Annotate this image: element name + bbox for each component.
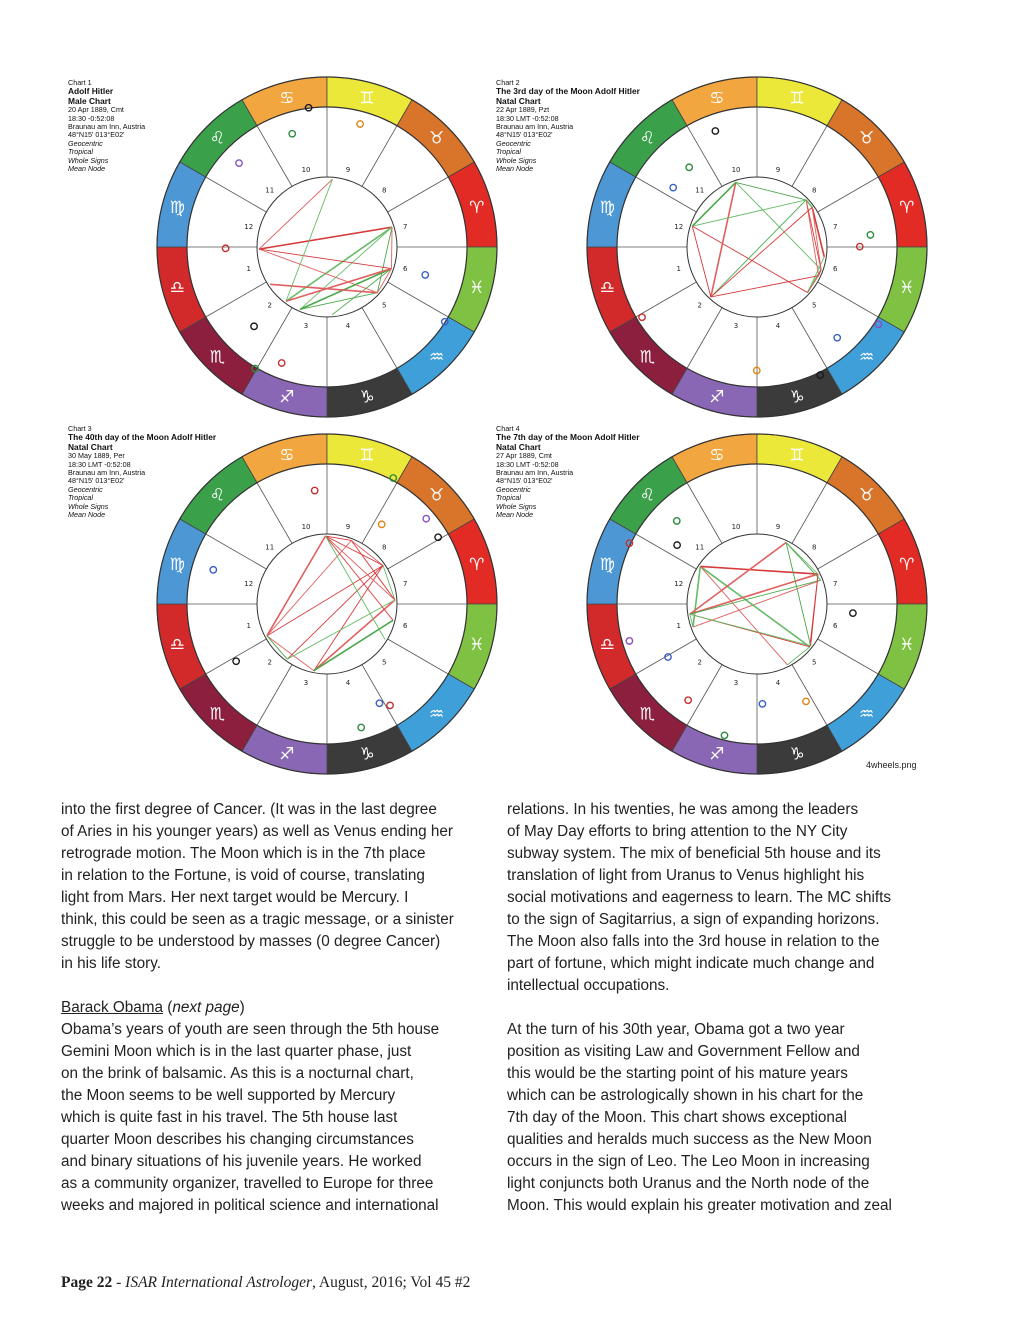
chart-coords: 48°N15' 013°E02' [68, 476, 125, 486]
chart-setting: Whole Signs [496, 155, 537, 165]
chart-title: The 7th day of the Moon Adolf Hitler [496, 432, 640, 443]
house-number: 12 [674, 223, 684, 232]
house-number: 10 [731, 522, 741, 531]
zodiac-sign-icon: ♓ [899, 635, 915, 656]
zodiac-sign-icon: ♊ [789, 445, 805, 466]
zodiac-sign-icon: ♈ [899, 197, 915, 218]
house-number: 7 [403, 580, 408, 589]
house-number: 8 [812, 543, 817, 552]
house-number: 1 [246, 621, 251, 630]
zodiac-sign-icon: ♑ [359, 744, 375, 765]
house-number: 8 [382, 186, 387, 195]
text-line: on the brink of balsamic. As this is a nocturnal chart, [61, 1065, 414, 1082]
zodiac-sign-icon: ♉ [858, 128, 875, 149]
house-number: 12 [244, 223, 254, 232]
house-number: 10 [301, 522, 311, 531]
heading-name: Barack Obama [61, 999, 164, 1016]
chart-setting: Tropical [496, 147, 522, 157]
right-column [507, 799, 947, 1217]
house-number: 5 [382, 658, 387, 667]
house-number: 5 [812, 658, 817, 667]
chart-date: 22 Apr 1889, Pzt [496, 105, 550, 115]
house-number: 4 [775, 322, 781, 331]
text-line: quarter Moon describes his changing circumstances [61, 1131, 414, 1148]
zodiac-sign-icon: ♏ [209, 704, 226, 725]
zodiac-sign-icon: ♐ [279, 387, 295, 408]
house-number: 2 [267, 658, 272, 667]
text-line: of Aries in his younger years) as well as Venus ending her [61, 823, 453, 840]
house-number: 3 [303, 679, 309, 688]
house-number: 6 [403, 621, 408, 630]
text-line: into the first degree of Cancer. (It was in the last degree [61, 801, 437, 818]
zodiac-sign-icon: ♈ [469, 554, 485, 575]
zodiac-sign-icon: ♒ [858, 347, 875, 368]
house-number: 2 [267, 301, 272, 310]
house-number: 1 [676, 264, 681, 273]
zodiac-sign-icon: ♌ [209, 128, 226, 149]
house-number: 3 [733, 679, 739, 688]
zodiac-sign-icon: ♏ [209, 347, 226, 368]
zodiac-sign-icon: ♊ [359, 445, 375, 466]
house-number: 8 [382, 543, 387, 552]
house-number: 3 [733, 322, 739, 331]
chart-type: Natal Chart [68, 441, 113, 452]
text-line: to the sign of Sagitarrius, a sign of expanding horizons. [507, 911, 880, 928]
house-number: 9 [775, 165, 781, 174]
figure-file-label: 4wheels.png [866, 760, 917, 770]
text-line: translation of light from Uranus to Venus highlight his [507, 867, 865, 884]
section-heading [61, 997, 501, 1019]
chart-setting: Tropical [68, 493, 94, 503]
house-number: 4 [345, 679, 351, 688]
text-line: occurs in the sign of Leo. The Leo Moon in increasing [507, 1153, 870, 1170]
house-number: 2 [697, 301, 702, 310]
text-line: in relation to the Fortune, is void of course, translating [61, 867, 425, 884]
text-line: light from Mars. Her next target would be Mercury. I [61, 889, 409, 906]
zodiac-sign-icon: ♈ [899, 554, 915, 575]
house-number: 11 [695, 186, 705, 195]
issue-info: , August, 2016; Vol 45 #2 [312, 1274, 471, 1291]
chart-setting: Whole Signs [68, 501, 109, 511]
chart-setting: Mean Node [496, 510, 534, 520]
text-line: which is quite fast in his travel. The 5th house last [61, 1109, 398, 1126]
house-number: 10 [731, 165, 741, 174]
chart-label: Chart 2 [496, 78, 520, 87]
heading-note: next page [172, 999, 240, 1016]
publication-name: ISAR International Astrologer [125, 1274, 313, 1291]
chart-place: Braunau am Inn, Austria [496, 122, 574, 132]
text-line: subway system. The mix of beneficial 5th house and its [507, 845, 881, 862]
zodiac-sign-icon: ♓ [469, 635, 485, 656]
chart-title: The 3rd day of the Moon Adolf Hitler [496, 86, 640, 97]
chart-label: Chart 3 [68, 424, 92, 433]
zodiac-sign-icon: ♐ [709, 744, 725, 765]
text-line: in his life story. [61, 955, 162, 972]
house-number: 2 [697, 658, 702, 667]
page-footer [61, 1274, 470, 1292]
zodiac-sign-icon: ♍ [599, 554, 615, 575]
chart-time: 18:30 LMT -0:52:08 [68, 459, 131, 469]
zodiac-sign-icon: ♓ [469, 278, 485, 299]
zodiac-sign-icon: ♒ [428, 704, 445, 725]
chart-setting: Mean Node [68, 164, 106, 174]
zodiac-sign-icon: ♊ [789, 88, 805, 109]
zodiac-sign-icon: ♌ [639, 128, 656, 149]
chart-type: Natal Chart [496, 441, 541, 452]
heading-paren: ( [163, 999, 173, 1016]
text-line: the Moon seems to be well supported by Mercury [61, 1087, 396, 1104]
chart-place: Braunau am Inn, Austria [68, 468, 146, 478]
text-line: 7th day of the Moon. This chart shows exceptional [507, 1109, 847, 1126]
heading-paren: ) [239, 999, 245, 1016]
zodiac-sign-icon: ♋ [279, 445, 295, 466]
text-line: intellectual occupations. [507, 977, 670, 994]
zodiac-sign-icon: ♓ [899, 278, 915, 299]
chart-title: The 40th day of the Moon Adolf Hitler [68, 432, 217, 443]
house-number: 7 [833, 580, 838, 589]
text-line: think, this could be seen as a tragic message, or a sinister [61, 911, 454, 928]
text-line: relations. In his twenties, he was among the leaders [507, 801, 859, 818]
house-number: 10 [301, 165, 311, 174]
chart-setting: Geocentric [496, 484, 531, 494]
zodiac-sign-icon: ♋ [709, 88, 725, 109]
chart-time: 18:30 LMT -0:52:08 [496, 459, 559, 469]
chart-coords: 48°N15' 013°E02' [68, 130, 125, 140]
text-line: as a community organizer, travelled to Europe for three [61, 1175, 434, 1192]
chart-setting: Mean Node [496, 164, 534, 174]
house-number: 7 [833, 223, 838, 232]
text-line: of May Day efforts to bring attention to the NY City [507, 823, 848, 840]
house-number: 12 [244, 580, 254, 589]
zodiac-sign-icon: ♏ [639, 347, 656, 368]
house-number: 1 [246, 264, 251, 273]
zodiac-sign-icon: ♎ [599, 635, 615, 656]
chart-setting: Whole Signs [496, 501, 537, 511]
chart-time: 18:30 LMT -0:52:08 [496, 113, 559, 123]
house-number: 6 [403, 264, 408, 273]
house-number: 1 [676, 621, 681, 630]
house-number: 11 [265, 543, 275, 552]
chart-type: Male Chart [68, 95, 111, 106]
zodiac-sign-icon: ♎ [169, 635, 185, 656]
zodiac-sign-icon: ♈ [469, 197, 485, 218]
zodiac-sign-icon: ♍ [169, 197, 185, 218]
zodiac-sign-icon: ♒ [428, 347, 445, 368]
house-number: 11 [265, 186, 275, 195]
house-number: 9 [345, 165, 351, 174]
house-number: 4 [775, 679, 781, 688]
chart-setting: Geocentric [68, 484, 103, 494]
house-number: 3 [303, 322, 309, 331]
zodiac-sign-icon: ♑ [789, 744, 805, 765]
zodiac-sign-icon: ♏ [639, 704, 656, 725]
zodiac-sign-icon: ♊ [359, 88, 375, 109]
zodiac-sign-icon: ♑ [359, 387, 375, 408]
house-number: 5 [382, 301, 387, 310]
chart-place: Braunau am Inn, Austria [496, 468, 574, 478]
chart-place: Braunau am Inn, Austria [68, 122, 146, 132]
chart-type: Natal Chart [496, 95, 541, 106]
text-line: and binary situations of his juvenile years. He worked [61, 1153, 422, 1170]
zodiac-sign-icon: ♋ [279, 88, 295, 109]
zodiac-sign-icon: ♎ [169, 278, 185, 299]
chart-coords: 48°N15' 013°E02' [496, 130, 553, 140]
house-number: 8 [812, 186, 817, 195]
zodiac-sign-icon: ♐ [279, 744, 295, 765]
house-number: 9 [775, 522, 781, 531]
text-line: The Moon also falls into the 3rd house in relation to the [507, 933, 880, 950]
zodiac-sign-icon: ♍ [599, 197, 615, 218]
zodiac-sign-icon: ♉ [858, 485, 875, 506]
zodiac-sign-icon: ♐ [709, 387, 725, 408]
zodiac-sign-icon: ♍ [169, 554, 185, 575]
chart-coords: 48°N15' 013°E02' [496, 476, 553, 486]
chart-date: 30 May 1889, Per [68, 451, 125, 461]
text-line: which can be astrologically shown in his chart for the [507, 1087, 864, 1104]
chart-setting: Tropical [496, 493, 522, 503]
zodiac-sign-icon: ♌ [209, 485, 226, 506]
text-line: light conjuncts both Uranus and the North node of the [507, 1175, 870, 1192]
text-line: Obama’s years of youth are seen through the 5th house [61, 1021, 440, 1038]
chart-setting: Mean Node [68, 510, 106, 520]
text-line: part of fortune, which might indicate much change and [507, 955, 875, 972]
zodiac-sign-icon: ♉ [428, 485, 445, 506]
chart-setting: Whole Signs [68, 155, 109, 165]
text-line: social motivations and eagerness to learn. The MC shifts [507, 889, 892, 906]
zodiac-sign-icon: ♉ [428, 128, 445, 149]
house-number: 6 [833, 264, 838, 273]
house-number: 5 [812, 301, 817, 310]
chart-title: Adolf Hitler [68, 86, 114, 97]
text-line: this would be the starting point of his mature years [507, 1065, 848, 1082]
zodiac-sign-icon: ♋ [709, 445, 725, 466]
house-number: 6 [833, 621, 838, 630]
chart-setting: Geocentric [68, 138, 103, 148]
left-column [61, 799, 501, 1217]
house-number: 12 [674, 580, 684, 589]
house-number: 9 [345, 522, 351, 531]
text-line: weeks and majored in political science and international [61, 1197, 439, 1214]
text-line: struggle to be understood by masses (0 degree Cancer) [61, 933, 441, 950]
zodiac-sign-icon: ♒ [858, 704, 875, 725]
text-line: Moon. This would explain his greater motivation and zeal [507, 1197, 892, 1214]
chart-label: Chart 4 [496, 424, 520, 433]
chart-time: 18:30 -0:52:08 [68, 113, 115, 123]
chart-label: Chart 1 [68, 78, 92, 87]
zodiac-sign-icon: ♌ [639, 485, 656, 506]
page-number: Page 22 [61, 1274, 113, 1291]
text-line: At the turn of his 30th year, Obama got a two year [507, 1021, 845, 1038]
text-line: position as visiting Law and Government Fellow and [507, 1043, 860, 1060]
zodiac-sign-icon: ♎ [599, 278, 615, 299]
footer-separator: - [112, 1274, 126, 1291]
house-number: 4 [345, 322, 351, 331]
chart-setting: Geocentric [496, 138, 531, 148]
text-line: qualities and heralds much success as the New Moon [507, 1131, 872, 1148]
house-number: 11 [695, 543, 705, 552]
text-line: retrograde motion. The Moon which is in the 7th place [61, 845, 426, 862]
chart-date: 20 Apr 1889, Cmt [68, 105, 124, 115]
text-line: Gemini Moon which is in the last quarter phase, just [61, 1043, 412, 1060]
house-number: 7 [403, 223, 408, 232]
zodiac-sign-icon: ♑ [789, 387, 805, 408]
chart-setting: Tropical [68, 147, 94, 157]
chart-date: 27 Apr 1889, Cmt [496, 451, 552, 461]
